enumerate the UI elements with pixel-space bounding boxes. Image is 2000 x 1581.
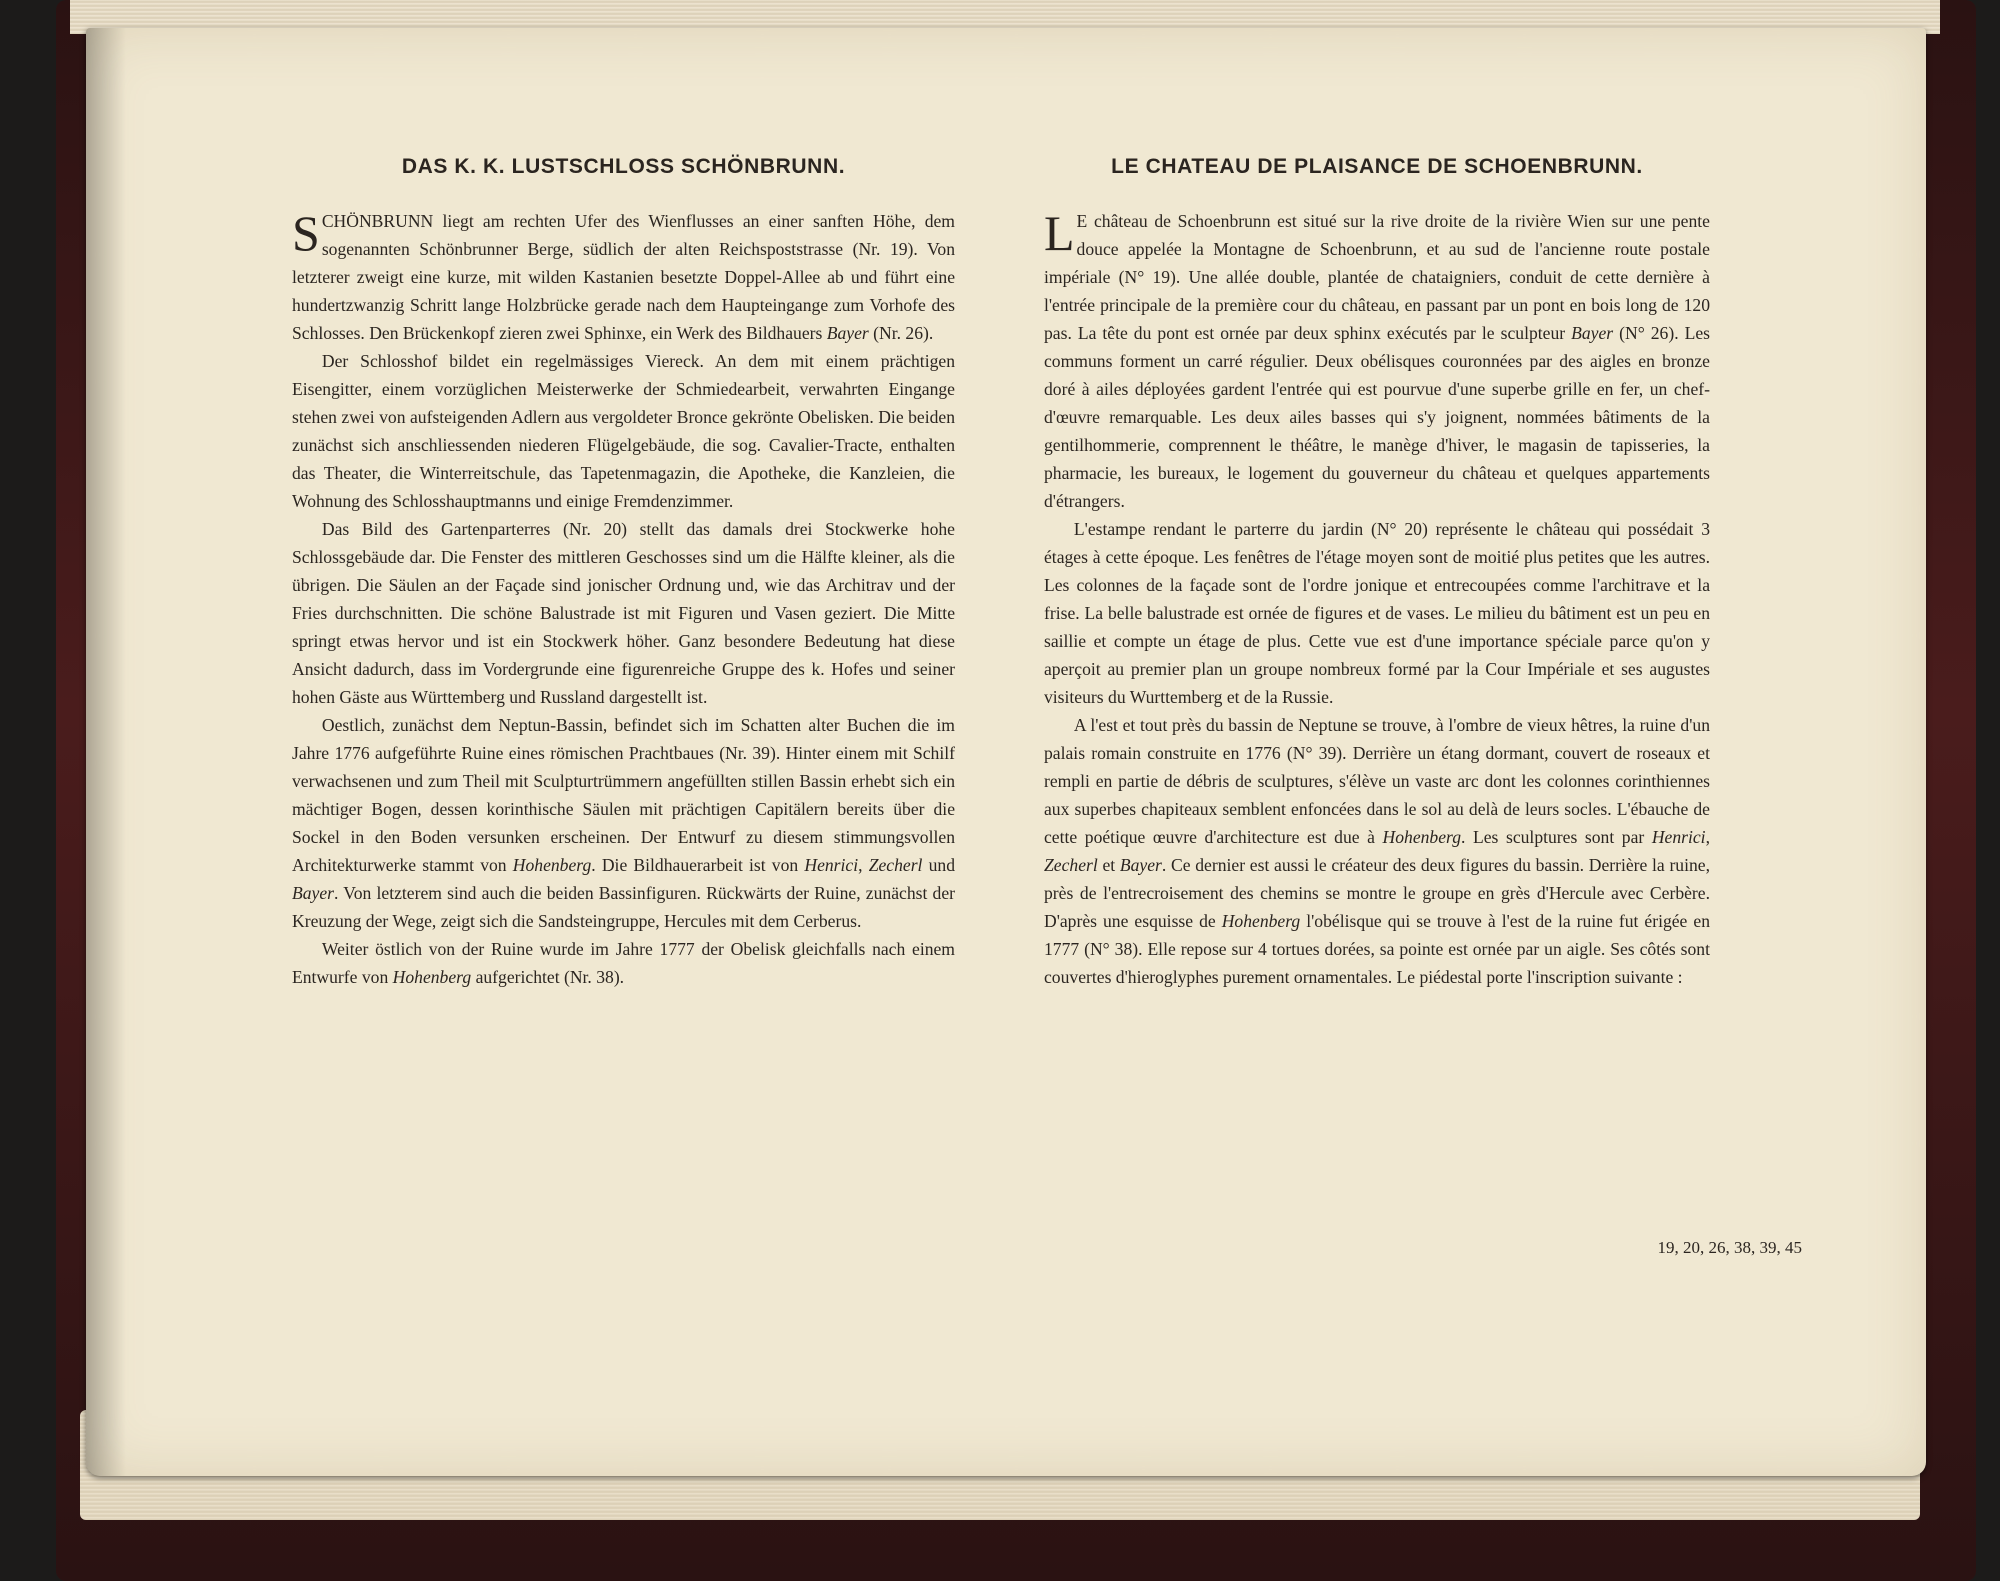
german-paragraph-1 <box>292 207 955 347</box>
german-paragraph-3: Das Bild des Gartenparterres (Nr. 20) stellt das damals drei Stockwerke hohe Schlossgebäude dar. Die Fenster des mittleren Geschosses sind um die Hälfte kleiner, als die übrigen. Die Säulen an der Façade sind jonischer Ordnung und, wie das Architrav und der Fries durchschnitten. Die schöne Balustrade ist mit Figuren und Vasen geziert. Die Mitte springt etwas hervor und ist ein Stockwerk höher. Ganz besondere Bedeutung hat diese Ansicht dadurch, dass im Vordergrunde eine figurenreiche Gruppe des k. Hofes und seiner hohen Gäste aus Württemberg und Russland dargestellt ist. <box>292 519 955 707</box>
artist-name: Bayer <box>826 323 869 343</box>
text-run: . Von letzterem sind auch die beiden Bassinfiguren. Rückwärts der Ruine, zunächst der Kreuzung der Wege, zeigt sich die Sandsteingruppe, Hercules mit dem Cerberus. <box>292 883 955 931</box>
text-run: (N° 26). Les communs forment un carré régulier. Deux obélisques couronnées par des aigles en bronze doré à ailes déployées gardent l'entrée qui est pourvue d'une superbe grille en fer, un chef-d'œuvre remarquable. Les deux ailes basses qui s'y joignent, nommées bâtiments de la gentilhommerie, comprennent le théâtre, le manège d'hiver, le magasin de tapisseries, la pharmacie, les bureaux, le logement du gouverneur du château et quelques appartements d'étrangers. <box>1044 323 1710 511</box>
text-run: et <box>1097 855 1120 875</box>
french-column <box>1044 153 1710 991</box>
text-run: aufgerichtet (Nr. 38). <box>471 967 625 987</box>
artist-name: Zecherl <box>868 855 923 875</box>
book-page <box>86 28 1926 1476</box>
text-run: und <box>922 855 955 875</box>
german-title: DAS K. K. LUSTSCHLOSS SCHÖNBRUNN. <box>401 155 846 178</box>
german-paragraph-4 <box>292 711 955 935</box>
french-paragraph-3 <box>1044 711 1710 991</box>
artist-name: Hohenberg <box>1221 911 1301 931</box>
german-dropcap: S <box>292 205 320 261</box>
text-run: . Ce dernier est aussi le créateur des deux figures du bassin. Derrière la ruine, près de l'entrecroisement des chemins se montre le groupe en grès d'Hercule avec Cerbère. D'après une esquisse de <box>1044 855 1710 931</box>
text-run: . Les sculptures sont par <box>1461 827 1652 847</box>
text-run: (Nr. 26). <box>868 323 934 343</box>
artist-name: Zecherl <box>1044 855 1098 875</box>
german-paragraph-5 <box>292 935 955 991</box>
german-paragraph-2: Der Schlosshof bildet ein regelmässiges Viereck. An dem mit einem prächtigen Eisengitter, einem vorzüglichen Meisterwerke der Schmiedearbeit, verwahrten Eingange stehen zwei von aufsteigenden Adlern aus vergoldeter Bronce gekrönte Obelisken. Die beiden zunächst sich anschliessenden niederen Flügelgebäude, die sog. Cavalier-Tracte, enthalten das Theater, die Winterreitschule, das Tapetenmagazin, die Apotheke, die Kanzleien, die Wohnung des Schlosshauptmanns und einige Fremdenzimmer. <box>292 351 955 511</box>
text-run: Weiter östlich von der Ruine wurde im Jahre 1777 der Obelisk gleichfalls nach einem Entwurfe von <box>292 939 955 987</box>
artist-name: Bayer <box>292 883 335 903</box>
artist-name: Hohenberg <box>392 967 472 987</box>
artist-name: Henrici <box>804 855 859 875</box>
text-run: Oestlich, zunächst dem Neptun-Bassin, befindet sich im Schatten alter Buchen die im Jahre 1776 aufgeführte Ruine eines römischen Prachtbaues (Nr. 39). Hinter einem mit Schilf verwachsenen und zum Theil mit Sculpturtrümmern angefüllten stillen Bassin erhebt sich ein mächtiger Bogen, dessen korinthische Säulen mit prächtigen Capitälern bereits über die Sockel in den Boden versunken erscheinen. Der Entwurf zu diesem stimmungsvollen Architekturwerke stammt von <box>292 715 955 875</box>
text-run: CHÖNBRUNN liegt am rechten Ufer des Wienflusses an einer sanften Höhe, dem sogenannten Schönbrunner Berge, südlich der alten Reichspoststrasse (Nr. 19). Von letzterer zweigt eine kurze, mit wilden Kastanien besetzte Doppel-Allee ab und führt eine hundertzwanzig Schritt lange Holzbrücke gerade nach dem Haupteingange zum Vorhofe des Schlosses. Den Brückenkopf zieren zwei Sphinxe, ein Werk des Bildhauers <box>292 211 955 343</box>
french-paragraph-2: L'estampe rendant le parterre du jardin (N° 20) représente le château qui possédait 3 étages à cette époque. Les fenêtres de l'étage moyen sont de moitié plus petites que les autres. Les colonnes de la façade sont de l'ordre jonique et entrecoupées comme l'architrave et la frise. La belle balustrade est ornée de figures et de vases. Le milieu du bâtiment est un peu en saillie et compte un étage de plus. Cette vue est d'une importance spéciale parce qu'on y aperçoit au premier plan un groupe nombreux formé par la Cour Impériale et ses augustes visiteurs du Wurttemberg et de la Russie. <box>1044 519 1710 707</box>
text-run: , <box>858 855 869 875</box>
text-run: , <box>1705 827 1710 847</box>
artist-name: Bayer <box>1119 855 1162 875</box>
text-run: l'obélisque qui se trouve à l'est de la ruine fut érigée en 1777 (N° 38). Elle repose sur 4 tortues dorées, sa pointe est ornée par un aigle. Ses côtés sont couvertes d'hieroglyphes purement ornamentales. Le piédestal porte l'inscription suivante : <box>1044 911 1710 987</box>
artist-name: Henrici <box>1651 827 1706 847</box>
artist-name: Hohenberg <box>512 855 592 875</box>
german-column <box>292 153 955 991</box>
gutter-shadow <box>86 28 126 1476</box>
text-run: E château de Schoenbrunn est situé sur la rive droite de la rivière Wien sur une pente douce appelée la Montagne de Schoenbrunn, et au sud de l'ancienne route postale impériale (N° 19). Une allée double, plantée de chataigniers, conduit de cette dernière à l'entrée principale de la première cour du château, en passant par un pont en bois long de 120 pas. La tête du pont est ornée par deux sphinx exécutés par le sculpteur <box>1044 211 1710 343</box>
french-title: LE CHATEAU DE PLAISANCE DE SCHOENBRUNN. <box>1111 155 1643 178</box>
plate-references: 19, 20, 26, 38, 39, 45 <box>1657 1238 1802 1257</box>
text-run: A l'est et tout près du bassin de Neptune se trouve, à l'ombre de vieux hêtres, la ruine d'un palais romain construite en 1776 (N° 39). Derrière un étang dormant, couvert de roseaux et rempli en partie de débris de sculptures, s'élève un vaste arc dont les colonnes corinthiennes aux superbes chapiteaux semblent enfoncées dans le sol au delà de leurs socles. L'ébauche de cette poétique œuvre d'architecture est due à <box>1044 715 1710 847</box>
text-run: . Die Bildhauerarbeit ist von <box>591 855 805 875</box>
french-paragraph-1 <box>1044 207 1710 515</box>
french-dropcap: L <box>1044 205 1075 261</box>
artist-name: Bayer <box>1571 323 1614 343</box>
artist-name: Hohenberg <box>1382 827 1462 847</box>
